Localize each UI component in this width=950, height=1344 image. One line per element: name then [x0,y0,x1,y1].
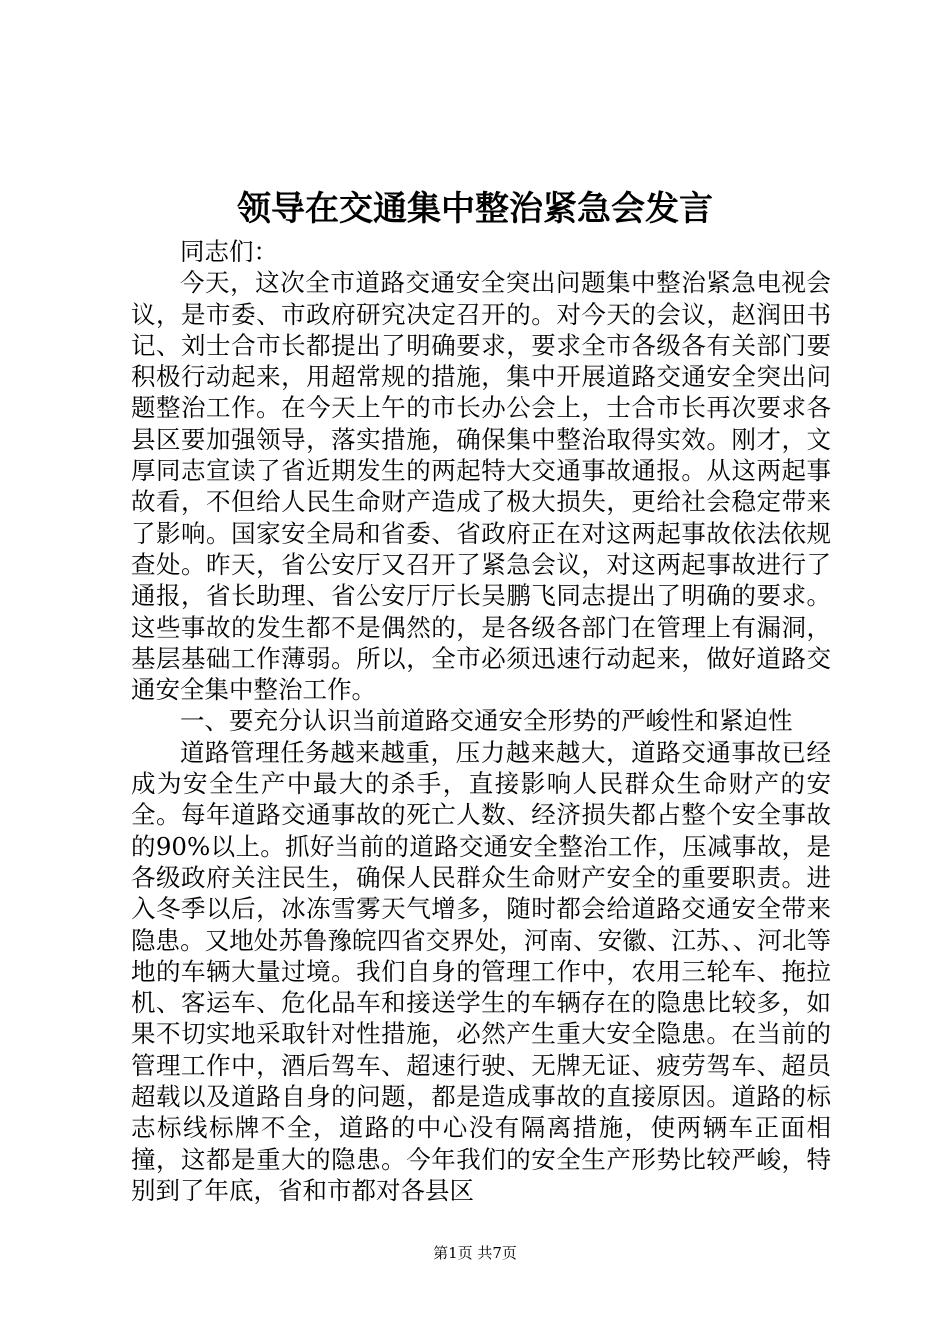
intro-paragraph: 今天，这次全市道路交通安全突出问题集中整治紧急电视会议，是市委、市政府研究决定召开的。对今天的会议，赵润田书记、刘士合市长都提出了明确要求，要求全市各级各有关部门要积极行动起来，用超常规的措施，集中开展道路交通安全突出问题整治工作。在今天上午的市长办公会上，士合市长再次要求各县区要加强领导，落实措施，确保集中整治取得实效。刚才，文厚同志宣读了省近期发生的两起特大交通事故通报。从这两起事故看，不但给人民生命财产造成了极大损失，更给社会稳定带来了影响。国家安全局和省委、省政府正在对这两起事故依法依规查处。昨天，省公安厅又召开了紧急会议，对这两起事故进行了通报，省长助理、省公安厅厅长吴鹏飞同志提出了明确的要求。这些事故的发生都不是偶然的，是各级各部门在管理上有漏洞，基层基础工作薄弱。所以，全市必须迅速行动起来，做好道路交通安全集中整治工作。 [131,268,831,705]
document-title: 领导在交通集中整治紧急会发言 [237,189,713,229]
section-paragraph: 道路管理任务越来越重，压力越来越大，道路交通事故已经成为安全生产中最大的杀手，直接影响人民群众生命财产的安全。每年道路交通事故的死亡人数、经济损失都占整个安全事故的90%以上。抓好当前的道路交通安全整治工作，压减事故，是各级政府关注民生，确保人民群众生命财产安全的重要职责。进入冬季以后，冰冻雪雾天气增多，随时都会给道路交通安全带来隐患。又地处苏鲁豫皖四省交界处，河南、安徽、江苏、、河北等地的车辆大量过境。我们自身的管理工作中，农用三轮车、拖拉机、客运车、危化品车和接送学生的车辆存在的隐患比较多，如果不切实地采取针对性措施，必然产生重大安全隐患。在当前的管理工作中，酒后驾车、超速行驶、无牌无证、疲劳驾车、超员超载以及道路自身的问题，都是造成事故的直接原因。道路的标志标线标牌不全，道路的中心没有隔离措施，使两辆车正面相撞，这都是重大的隐患。今年我们的安全生产形势比较严峻，特别到了年底，省和市都对各县区 [131,737,831,1205]
salutation-paragraph: 同志们： [180,237,278,266]
document-body [131,236,831,1206]
section-heading: 一、要充分认识当前道路交通安全形势的严峻性和紧迫性 [180,706,793,736]
page-footer: 第1页 共7页 [433,1244,517,1262]
